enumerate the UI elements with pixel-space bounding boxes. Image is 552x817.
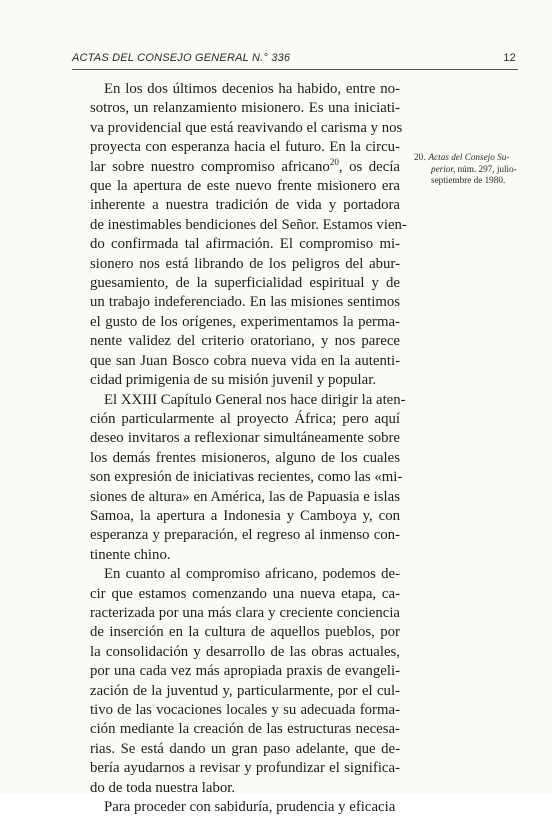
running-head	[72, 52, 516, 64]
text-line: el gusto de los orígenes, experimentamos la perma-	[90, 313, 400, 330]
running-title: ACTAS DEL CONSEJO GENERAL N.° 336	[72, 52, 291, 64]
text-line: tivo de las vocaciones locales y su adecuada forma-	[90, 702, 400, 718]
footnote-number: 20.	[414, 152, 426, 162]
text-line: siones de altura» en América, las de Papuasia e islas	[90, 488, 400, 505]
text-line: esperanza y preparación, el regreso al inmenso con-	[90, 527, 400, 544]
footnote-20	[414, 152, 524, 187]
footnote-text: núm. 297, julio-	[455, 163, 517, 174]
text-line: que la apertura de este nuevo frente misionero era	[90, 178, 400, 195]
footnote-line	[414, 152, 524, 164]
text-line: racterizada por una más clara y creciente conciencia	[90, 604, 400, 621]
paragraph-1	[74, 80, 407, 391]
text-fragment: lar sobre nuestro compromiso africano	[90, 158, 330, 175]
text-line: guesamiento, de la superficialidad espiritual y de	[90, 275, 400, 292]
text-line: bería ayudarnos a revisar y profundizar el significa-	[90, 760, 400, 777]
text-line: cidad primigenia de su misión juvenil y popular.	[90, 372, 377, 389]
main-text	[74, 80, 407, 817]
text-line: son expresión de iniciativas recientes, como las «mi-	[90, 469, 403, 486]
text-line: de inserción en la cultura de aquellos pueblos, por	[90, 624, 400, 641]
text-line: El XXIII Capítulo General nos hace dirigir la aten-	[104, 391, 406, 408]
text-line: cir que estamos comenzando una nueva etapa, ca-	[90, 585, 400, 602]
text-line: do confirmada tal afirmación. El compromiso mi-	[90, 236, 400, 253]
footnote-reference[interactable]: 20	[329, 156, 339, 167]
text-line: ción particularmente al proyecto África; pero aquí	[90, 410, 400, 427]
text-line: sionero nos está librando de los peligros del abur-	[90, 255, 400, 272]
text-fragment: , os decía	[338, 158, 400, 175]
text-line: va providencial que está reavivando el carisma y nos	[90, 119, 403, 136]
footnote-source-title: Actas del Consejo Su-	[428, 152, 510, 162]
header-rule	[72, 69, 518, 70]
paragraph-4	[74, 798, 400, 817]
text-line: zación de la juventud y, particularmente, por el cul-	[90, 682, 400, 699]
text-line: deseo invitaros a reflexionar simultáneamente sobre	[90, 430, 400, 447]
text-line: tinente chino.	[90, 546, 171, 563]
text-line: de inestimables bendiciones del Señor. Estamos vien-	[90, 216, 407, 233]
text-line: nente validez del criterio oratoriano, y nos parece	[90, 333, 400, 350]
text-line: por una cada vez más apropiada praxis de evangeli-	[90, 663, 400, 680]
text-line: que san Juan Bosco cobra nueva vida en la autenti-	[90, 352, 400, 369]
paragraph-2	[74, 391, 406, 566]
text-line: do de toda nuestra labor.	[90, 779, 236, 796]
footnote-line: septiembre de 1980.	[431, 175, 506, 185]
text-line: inherente a nuestra tradición de vida y portadora	[90, 197, 400, 214]
footnote-source-title: perior,	[431, 163, 456, 174]
text-line: sotros, un relanzamiento misionero. Es una iniciati-	[90, 100, 400, 117]
text-line: la consolidación y desarrollo de las obras actuales,	[90, 643, 400, 660]
text-line: En los dos últimos decenios ha habido, entre no-	[104, 81, 400, 97]
text-line-with-footnote	[74, 158, 400, 177]
text-line: En cuanto al compromiso africano, podemos de-	[104, 566, 400, 583]
text-line: rias. Se está dando un gran paso adelante, que de-	[90, 740, 400, 757]
footnote-line	[414, 164, 524, 176]
text-line: Para proceder con sabiduría, prudencia y eficacia	[104, 799, 396, 816]
text-line: proyecta con esperanza hacia el futuro. En la circu-	[90, 139, 400, 156]
text-line: los demás frentes misioneros, alguno de los cuales	[90, 449, 400, 466]
text-line: un trabajo indeferenciado. En las misiones sentimos	[90, 294, 400, 311]
text-line: Samoa, la apertura a Indonesia y Camboya y, con	[90, 507, 400, 524]
page-number: 12	[503, 52, 516, 64]
paragraph-3	[74, 565, 400, 798]
text-line: ción mediante la creación de las estructuras necesa-	[90, 721, 400, 738]
